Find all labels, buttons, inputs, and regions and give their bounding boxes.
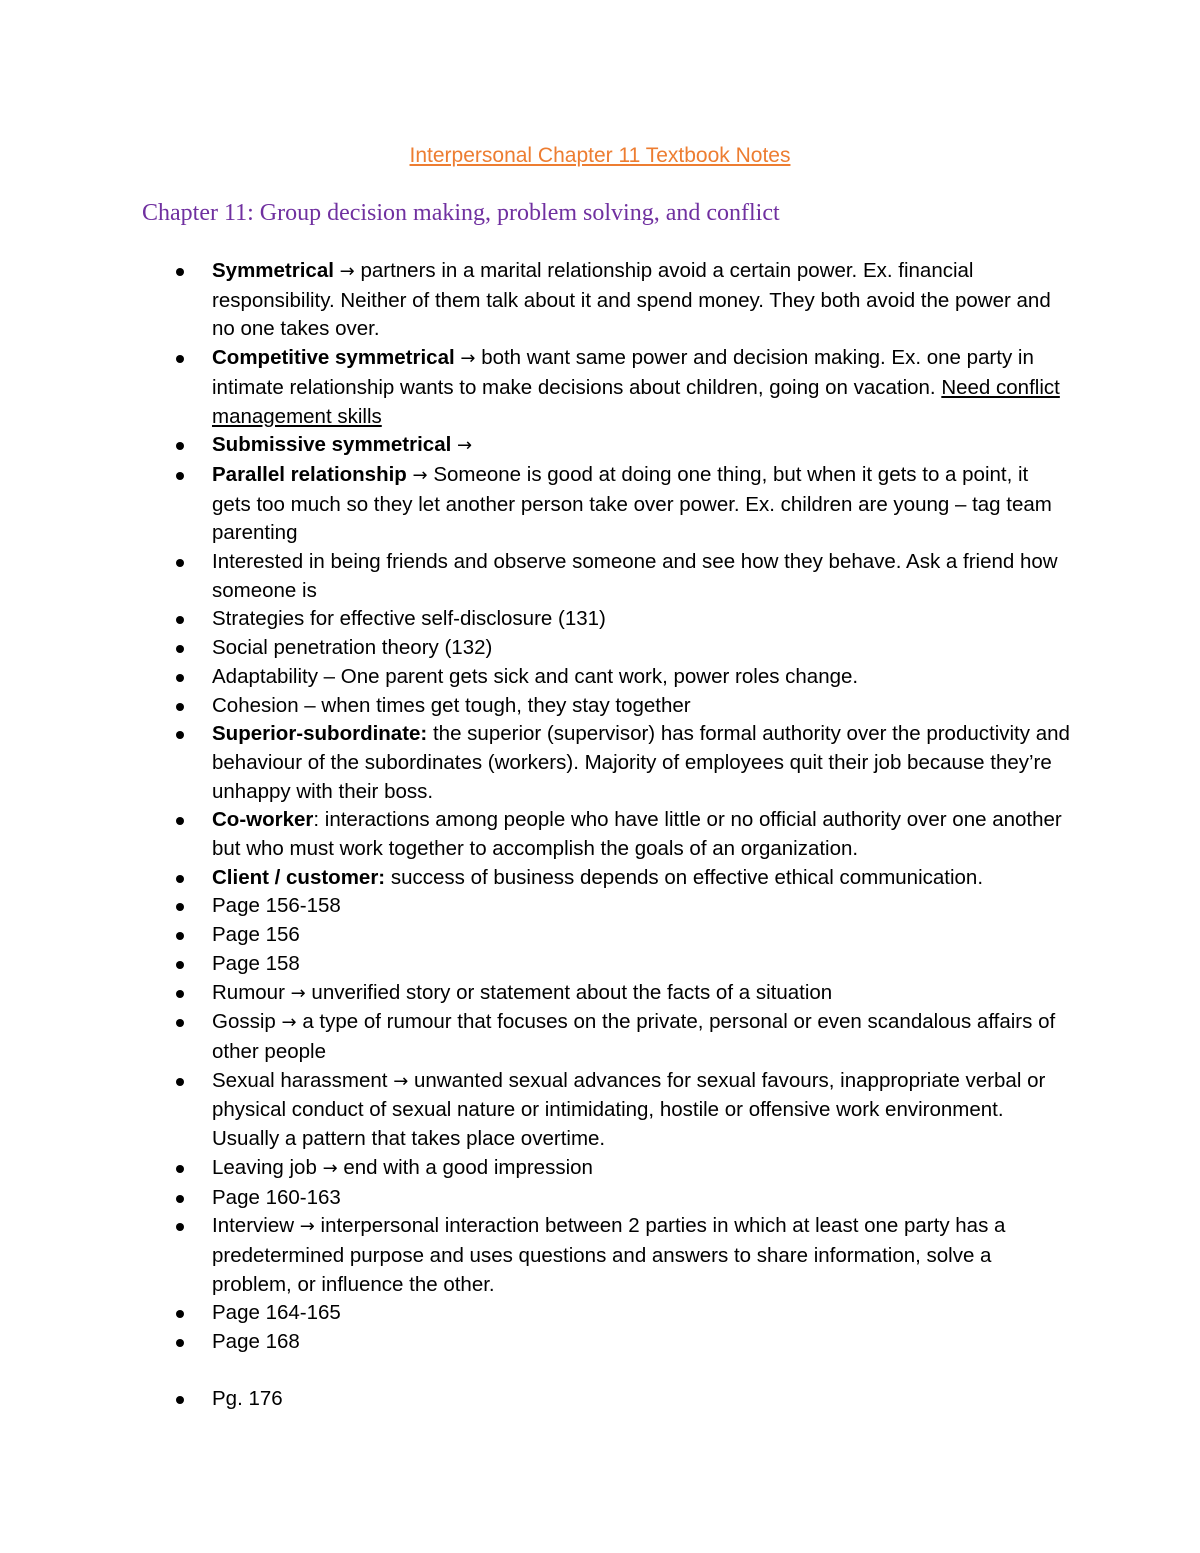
note-item: [212, 950, 1072, 979]
note-text: both want same power and decision making. Ex. one party in intimate relationship wants to make decisions about children, going on vacation.: [212, 346, 1034, 399]
note-text: Adaptability – One parent gets sick and cant work, power roles change.: [212, 664, 859, 688]
note-item: [212, 1328, 1072, 1357]
note-item: [212, 461, 1072, 548]
note-text: : interactions among people who have little or no official authority over one another but who must work together to accomplish the goals of an organization.: [212, 808, 1062, 861]
note-text: Interested in being friends and observe someone and see how they behave. Ask a friend how someone is: [212, 550, 1058, 602]
note-text: Someone is good at doing one thing, but when it gets to a point, it gets too much so they let another person take over power. Ex. children are young – tag team parenting: [212, 462, 1052, 545]
note-term: Co-worker: [212, 808, 314, 832]
arrow-right-icon: →: [457, 435, 473, 457]
note-text: Page 168: [212, 1330, 300, 1354]
note-item: [212, 720, 1072, 806]
note-text: end with a good impression: [343, 1155, 593, 1179]
arrow-right-icon: →: [299, 1216, 315, 1238]
note-text: the superior (supervisor) has formal authority over the productivity and behaviour of the subordinates (workers). Majority of employees quit their job because they’re unhappy with their boss.: [212, 722, 1070, 803]
arrow-right-icon: →: [339, 261, 355, 282]
note-item: [212, 1385, 1072, 1414]
note-item: [212, 431, 1072, 461]
arrow-right-icon: →: [460, 348, 476, 370]
note-underlined-text: Need conflict management skills: [212, 375, 1060, 428]
note-item: [212, 634, 1072, 663]
note-text: partners in a marital relationship avoid a certain power. Ex. financial responsibility. Neither of them talk about it and spend money. They both avoid the power and no one takes over.: [212, 259, 1051, 341]
note-term: Superior-subordinate:: [212, 722, 428, 746]
note-text: Pg. 176: [212, 1386, 283, 1410]
note-text: Cohesion – when times get tough, they stay together: [212, 693, 691, 717]
arrow-right-icon: →: [281, 1012, 297, 1034]
note-text: Strategies for effective self-disclosure (131): [212, 607, 606, 631]
note-text: Page 156-158: [212, 894, 341, 918]
note-item: [212, 1184, 1072, 1213]
note-term: Client / customer:: [212, 865, 386, 889]
note-item: [212, 979, 1072, 1009]
note-item: [212, 257, 1072, 344]
note-text: Page 160-163: [212, 1185, 341, 1209]
note-item: [212, 1299, 1072, 1328]
note-text: Page 156: [212, 923, 300, 947]
note-item: [212, 1154, 1072, 1184]
note-term: Competitive symmetrical: [212, 346, 455, 370]
arrow-right-icon: →: [290, 982, 306, 1004]
note-term: Symmetrical: [212, 259, 334, 282]
note-item: [212, 344, 1072, 431]
note-text: unwanted sexual advances for sexual favours, inappropriate verbal or physical conduct of sexual nature or intimidating, hostile or offensive work environment. Usually a pattern that takes place overtime.: [212, 1068, 1046, 1151]
arrow-right-icon: →: [393, 1070, 409, 1092]
note-item: [212, 921, 1072, 950]
note-text: unverified story or statement about the facts of a situation: [311, 980, 833, 1004]
note-lead: Gossip: [212, 1010, 276, 1034]
note-item: [212, 806, 1072, 863]
note-term: Parallel relationship: [212, 462, 407, 486]
note-item: [212, 692, 1072, 721]
note-item: [212, 605, 1072, 634]
notes-list: [212, 257, 1072, 1413]
note-lead: Sexual harassment: [212, 1068, 388, 1092]
note-lead: Rumour: [212, 980, 285, 1004]
note-term: Submissive symmetrical: [212, 433, 452, 457]
note-text: interpersonal interaction between 2 parties in which at least one party has a predetermined purpose and uses questions and answers to share information, solve a problem, or influence the other.: [212, 1214, 1006, 1296]
document-title: Interpersonal Chapter 11 Textbook Notes: [409, 144, 791, 167]
note-text: Page 164-165: [212, 1301, 341, 1325]
note-text: success of business depends on effective ethical communication.: [390, 865, 984, 889]
note-lead: Interview: [212, 1214, 295, 1238]
chapter-heading: Chapter 11: Group decision making, problem solving, and conflict: [142, 200, 780, 226]
note-item: [212, 1212, 1072, 1299]
note-text: Page 158: [212, 951, 300, 975]
note-item: [212, 1067, 1072, 1154]
note-item: [212, 663, 1072, 692]
note-lead: Leaving job: [212, 1155, 317, 1179]
note-text: a type of rumour that focuses on the private, personal or even scandalous affairs of other people: [212, 1010, 1056, 1063]
arrow-right-icon: →: [322, 1157, 338, 1179]
note-item: [212, 1008, 1072, 1066]
note-item: [212, 864, 1072, 893]
note-item: [212, 892, 1072, 921]
note-text: Social penetration theory (132): [212, 636, 493, 660]
note-item: [212, 548, 1072, 605]
arrow-right-icon: →: [412, 464, 428, 486]
